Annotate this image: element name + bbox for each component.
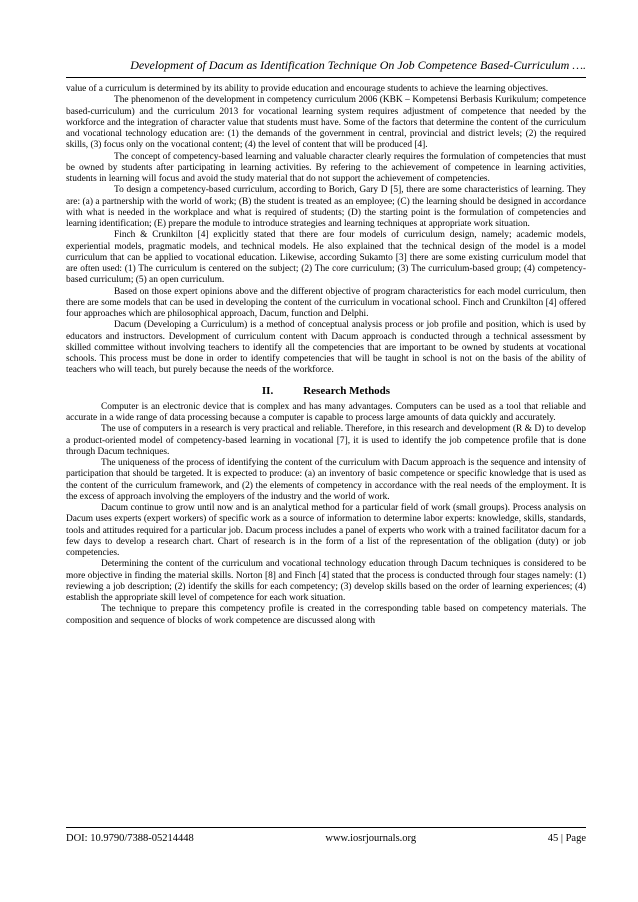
body-text [66, 84, 586, 627]
section-number: II. [261, 384, 274, 397]
paragraph: value of a curriculum is determined by its ability to provide education and encourage students to achieve the learning objectives. [66, 84, 549, 94]
paragraph: The use of computers in a research is very practical and reliable. Therefore, in this research and development (R & D) to develop a product-oriented model of competency-based learning in vocational [7], it is used to identify the job competence profile that is done through Dacum techniques. [66, 424, 586, 457]
paragraph: Dacum continue to grow until now and is an analytical method for a particular field of work (small groups). Process analysis on Dacum uses experts (expert workers) of specific work as a source of information to determine labor experts: knowledge, skills, standards, tools and attitudes required for a particular job. Dacum process includes a panel of experts who work with a trained facilitator dacum for a few days to develop a research chart. Chart of research is in the form of a list of the representation of the obligation (duty) or job competencies. [66, 503, 586, 558]
footer-website-link[interactable]: www.iosrjournals.org [325, 833, 417, 844]
paragraph: The uniqueness of the process of identifying the content of the curriculum with Dacum approach is the sequence and intensity of participation that should be targeted. It is expected to produce: (a) an inventory of basic competence or specific knowledge that is used as the content of the curriculum framework, and (2) the elements of competency in accordance with the real needs of the employment. It is the excess of approach involving the employers of the industry and the world of work. [66, 458, 586, 502]
paragraph: Computer is an electronic device that is complex and has many advantages. Computers can be used as a tool that reliable and accurate in a wide range of data processing because a computer is capable to process large amounts of data quickly and accurately. [66, 401, 586, 423]
running-header: Development of Dacum as Identification Technique On Job Competence Based-Curriculum …. [130, 58, 586, 72]
paragraph: Dacum (Developing a Curriculum) is a method of conceptual analysis process or job profile and position, which is used by educators and instructors. Development of curriculum content with Dacum approach is conducted through a technical assessment by skilled committee without involving teachers to identify all the competencies that are important to be owned by students at vocational schools. This process must be done in order to identify competencies that will be taught in school is not on the basis of the ability of teachers who will teach, but purely because the needs of the workforce. [66, 320, 586, 376]
paragraph: Finch & Crunkilton [4] explicitly stated that there are four models of curriculum design, namely; academic models, experiential models, pragmatic models, and technical models. He also explained that the technical design of the model is a model curriculum that can be applied to vocational education. Likewise, according Sukamto [3] there are some existing curriculum model that are often used: (1) The curriculum is centered on the subject; (2) The core curriculum; (3) The curriculum-based group; (4) competency-based curriculum; (5) an open curriculum. [66, 230, 586, 286]
page-footer [66, 833, 586, 844]
paragraph: The technique to prepare this competency profile is created in the corresponding table based on competency materials. The composition and sequence of blocks of work competence are discussed along with [66, 604, 586, 626]
paragraph: The concept of competency-based learning and valuable character clearly requires the formulation of competencies that must be owned by students after participating in learning activities. By refering to the achievement of competence in learning activities, students in learning will focus and avoid the study material that do not support the achievement of competencies. [66, 151, 586, 184]
header-rule [66, 77, 586, 78]
footer-doi: DOI: 10.9790/7388-05214448 [66, 833, 194, 844]
section-heading [66, 386, 586, 397]
section-title: Research Methods [303, 384, 391, 397]
footer-page-number: 45 | Page [547, 833, 586, 844]
paragraph: The phenomenon of the development in competency curriculum 2006 (KBK – Kompetensi Berbasis Kurikulum; competence based-curriculum) and the curriculum 2013 for vocational learning system requires adjustment of competence that needed by the workforce and the integration of character value that students must have. Some of the factors that determine the content of the curriculum and vocational technology education are: (1) the demands of the government in central, provincial and district levels; (2) the required skills, (3) focus only on the vocational content; (4) the level of content that will be produced [4]. [66, 95, 586, 151]
paragraph: To design a competency-based curriculum, according to Borich, Gary D [5], there are some characteristics of learning. They are: (a) a partnership with the world of work; (B) the student is treated as an employee; (C) the learning should be designed in accordance with what is needed in the workplace and what is required of students; (D) the starting point is the formulation of competencies and learning identification; (E) prepare the module to introduce strategies and learning techniques at appropriate work situation. [66, 185, 586, 229]
paragraph: Determining the content of the curriculum and vocational technology education through Dacum techniques is considered to be more objective in finding the material skills. Norton [8] and Finch [4] stated that the process is conducted through four stages namely: (1) reviewing a job description; (2) identify the skills for each competency; (3) develop skills based on the order of learning experiences; (4) establish the appropriate skill level of competence for each work situation. [66, 559, 586, 603]
paragraph: Based on those expert opinions above and the different objective of program characteristics for each model curriculum, then there are some models that can be used in developing the content of the curriculum in vocational school. Finch and Crunkilton [4] offered four approaches which are philosophical approach, Dacum, function and Delphi. [66, 286, 586, 319]
footer-rule [66, 827, 586, 828]
